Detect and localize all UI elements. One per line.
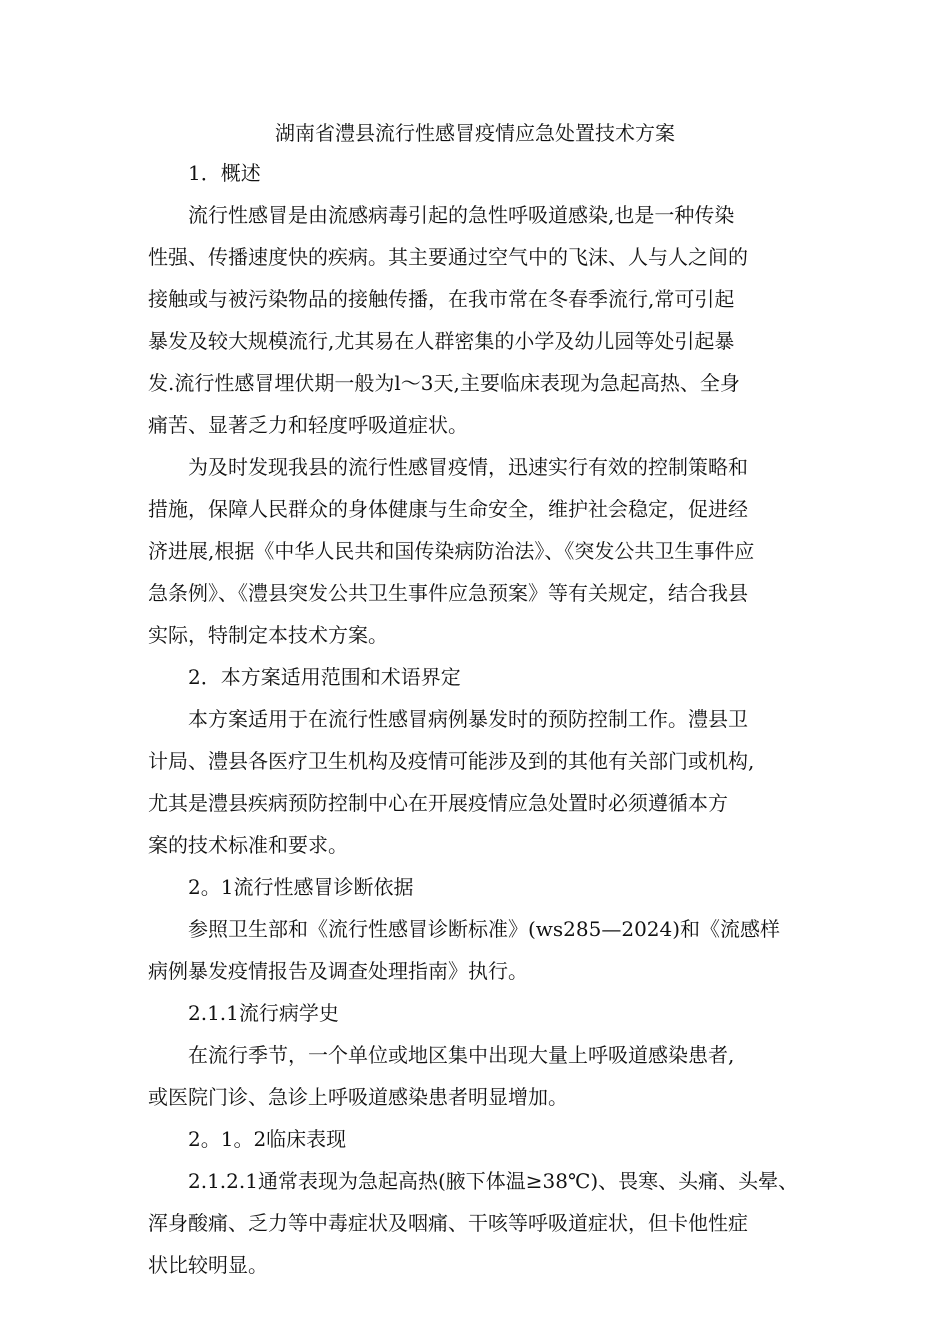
text-line: 2.1.1流行病学史 bbox=[188, 1001, 339, 1025]
document-body bbox=[148, 152, 820, 1286]
text-line: 1．概述 bbox=[188, 161, 261, 185]
text-line: 2。1。2临床表现 bbox=[188, 1127, 347, 1151]
text-line: 或医院门诊、急诊上呼吸道感染患者明显增加。 bbox=[148, 1085, 568, 1109]
text-line: 措施，保障人民群众的身体健康与生命安全，维护社会稳定，促进经 bbox=[148, 497, 748, 521]
text-line: 2.1.2.1通常表现为急起高热(腋下体温≥38℃)、畏寒、头痛、头晕、 bbox=[188, 1169, 799, 1193]
text-line: 尤其是澧县疾病预防控制中心在开展疫情应急处置时必须遵循本方 bbox=[148, 791, 728, 815]
text-line: 病例暴发疫情报告及调查处理指南》执行。 bbox=[148, 959, 528, 983]
text-line: 实际，特制定本技术方案。 bbox=[148, 623, 388, 647]
document-title: 湖南省澧县流行性感冒疫情应急处置技术方案 bbox=[275, 121, 675, 145]
text-line: 为及时发现我县的流行性感冒疫情，迅速实行有效的控制策略和 bbox=[188, 455, 748, 479]
text-line: 2。1流行性感冒诊断依据 bbox=[188, 875, 414, 899]
text-line: 在流行季节，一个单位或地区集中出现大量上呼吸道感染患者, bbox=[188, 1043, 735, 1067]
text-line: 浑身酸痛、乏力等中毒症状及咽痛、干咳等呼吸道症状，但卡他性症 bbox=[148, 1211, 748, 1235]
text-line: 接触或与被污染物品的接触传播，在我市常在冬春季流行,常可引起 bbox=[148, 287, 735, 311]
text-line: 本方案适用于在流行性感冒病例暴发时的预防控制工作。澧县卫 bbox=[188, 707, 748, 731]
text-line: 济进展,根据《中华人民共和国传染病防治法》、《突发公共卫生事件应 bbox=[148, 539, 755, 563]
text-line: 状比较明显。 bbox=[148, 1253, 268, 1277]
text-line: 参照卫生部和《流行性感冒诊断标准》(ws285—2024)和《流感样 bbox=[188, 917, 781, 941]
text-line: 暴发及较大规模流行,尤其易在人群密集的小学及幼儿园等处引起暴 bbox=[148, 329, 735, 353]
text-line: 性强、传播速度快的疾病。其主要通过空气中的飞沫、人与人之间的 bbox=[148, 245, 748, 269]
text-line: 案的技术标准和要求。 bbox=[148, 833, 348, 857]
text-line: 2．本方案适用范围和术语界定 bbox=[188, 665, 461, 689]
text-line: 计局、澧县各医疗卫生机构及疫情可能涉及到的其他有关部门或机构, bbox=[148, 749, 755, 773]
text-line: 发.流行性感冒埋伏期一般为l～3天,主要临床表现为急起高热、全身 bbox=[148, 371, 740, 395]
text-line: 流行性感冒是由流感病毒引起的急性呼吸道感染,也是一种传染 bbox=[188, 203, 735, 227]
text-line: 痛苦、显著乏力和轻度呼吸道症状。 bbox=[148, 413, 468, 437]
text-line: 急条例》、《澧县突发公共卫生事件应急预案》等有关规定，结合我县 bbox=[148, 581, 748, 605]
